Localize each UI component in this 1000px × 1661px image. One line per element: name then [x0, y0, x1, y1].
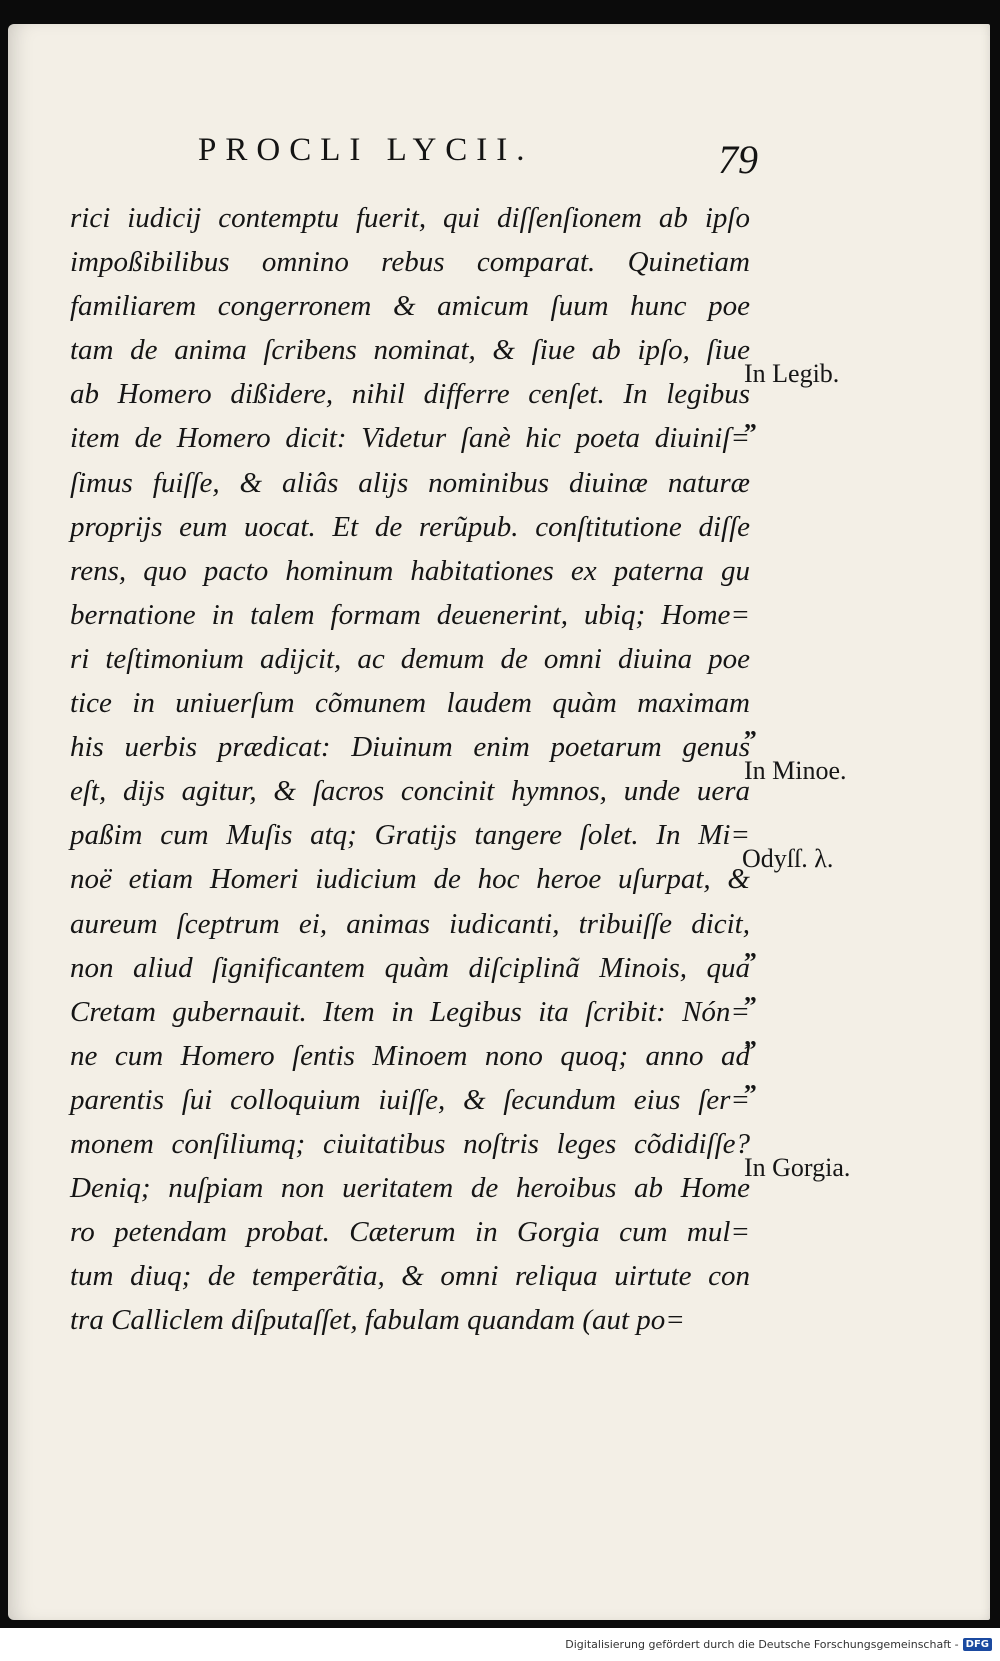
text-line: tra Calliclem diſputaſſet, fabulam quandam (aut po= — [70, 1304, 685, 1337]
quotation-mark: „ — [744, 978, 757, 1007]
text-line: familiarem congerronem & amicum ſuum hunc poe — [70, 290, 750, 323]
text-line: tum diuq; de temperãtia, & omni reliqua uirtute con — [70, 1260, 750, 1293]
text-line: item de Homero dicit: Videtur ſanè hic poeta diuiniſ= — [70, 422, 750, 455]
running-head: PROCLI LYCII. — [198, 132, 534, 168]
text-line: ne cum Homero ſentis Minoem nono quoq; anno ad — [70, 1039, 750, 1072]
quotation-mark: „ — [744, 1066, 757, 1095]
text-line: ro petendam probat. Cæterum in Gorgia cum mul= — [70, 1216, 750, 1249]
marginal-note-odyss: Odyſſ. λ. — [742, 844, 834, 873]
text-line: ſimus fuiſſe, & aliâs alijs nominibus diuinæ naturæ — [70, 466, 750, 499]
text-line: ab Homero dißidere, nihil differre cenſet. In legibus — [70, 378, 750, 411]
text-line: rens, quo pacto hominum habitationes ex paterna gu — [70, 554, 750, 587]
quotation-mark: „ — [744, 934, 757, 963]
book-page — [8, 24, 990, 1620]
text-line: paßim cum Muſis atq; Gratijs tangere ſolet. In Mi= — [70, 819, 750, 852]
text-line: rici iudicij contemptu fuerit, qui diſſenſionem ab ipſo — [70, 202, 750, 234]
text-line: proprijs eum uocat. Et de rerũpub. conſtitutione diſſe — [70, 510, 750, 543]
text-line: aureum ſceptrum ei, animas iudicanti, tribuiſſe dicit, — [70, 907, 750, 940]
quotation-mark: „ — [744, 405, 757, 434]
text-line: tice in uniuerſum cõmunem laudem quàm maximam — [70, 687, 750, 720]
text-line: Deniq; nuſpiam non ueritatem de heroibus ab Home — [70, 1172, 750, 1205]
page-number: 79 — [718, 137, 758, 182]
marginal-note-in-minoe: In Minoe. — [744, 756, 847, 785]
text-line: bernatione in talem formam deuenerint, ubiq; Home= — [70, 598, 750, 631]
text-line: his uerbis prædicat: Diuinum enim poetarum genus — [70, 731, 750, 764]
text-block — [70, 196, 750, 1342]
text-line: tam de anima ſcribens nominat, & ſiue ab ipſo, ſiue — [70, 334, 750, 367]
text-line: noë etiam Homeri iudicium de hoc heroe uſurpat, & — [70, 863, 750, 896]
text-line: monem conſiliumq; ciuitatibus noſtris leges cõdidiſſe? — [70, 1127, 750, 1160]
dfg-logo: DFG — [963, 1638, 992, 1651]
text-line: eſt, dijs agitur, & ſacros concinit hymnos, unde uera — [70, 775, 750, 808]
quotation-mark: „ — [744, 712, 757, 741]
marginal-note-in-legib: In Legib. — [744, 359, 840, 388]
text-line: parentis ſui colloquium iuiſſe, & ſecundum eius ſer= — [70, 1083, 750, 1116]
text-line: impoßibilibus omnino rebus comparat. Quinetiam — [70, 246, 750, 279]
text-line: ri teſtimonium adijcit, ac demum de omni diuina poe — [70, 642, 750, 675]
text-line: Cretam gubernauit. Item in Legibus ita ſcribit: Nón= — [70, 995, 750, 1028]
text-line: non aliud ſignificantem quàm diſciplinã Minois, qua — [70, 951, 750, 984]
marginal-note-in-gorgia: In Gorgia. — [744, 1153, 851, 1182]
footer-text: Digitalisierung gefördert durch die Deutsche Forschungsgemeinschaft - — [565, 1638, 959, 1651]
footer — [565, 1638, 992, 1651]
quotation-mark: „ — [744, 1022, 757, 1051]
